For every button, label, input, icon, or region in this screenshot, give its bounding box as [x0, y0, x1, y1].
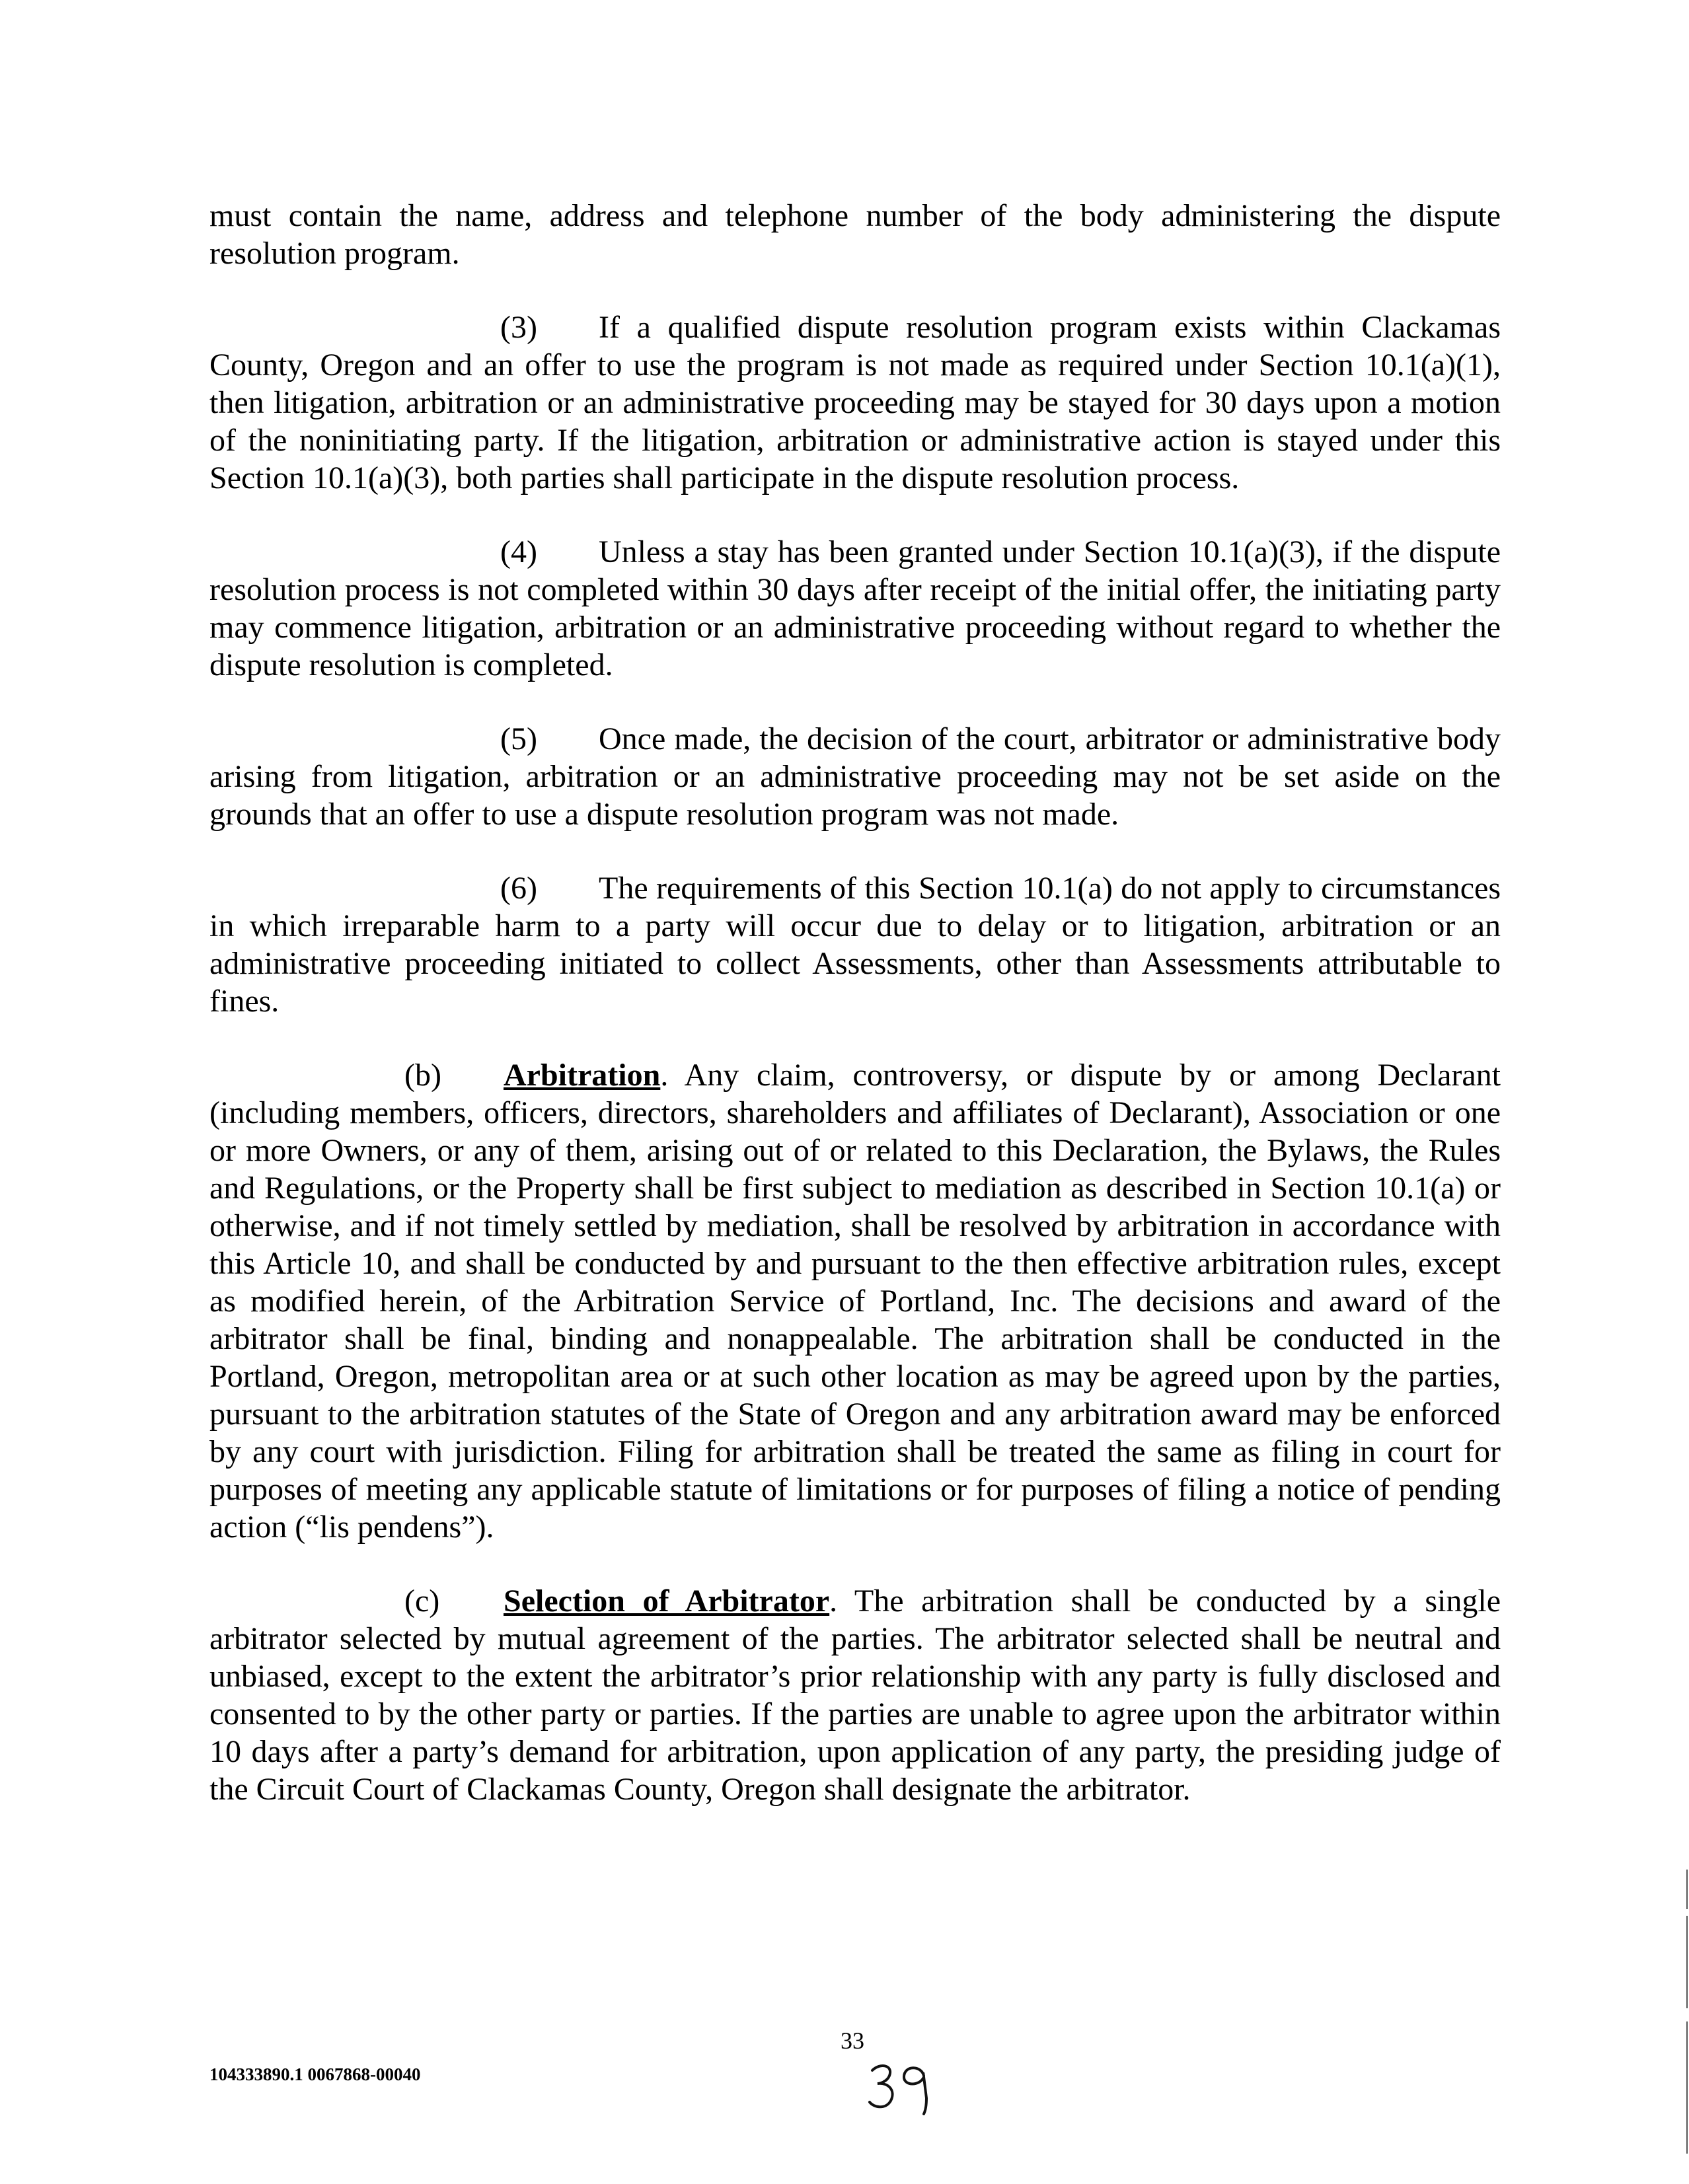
paragraph-b-arbitration [209, 1056, 1501, 1546]
paragraph-text: . Any claim, controversy, or dispute by or among Declarant (including members, officers, directors, shareholders and affiliates of Declarant), Association or one or more Owners, or any of them, arising out of or related to this Declaration, the Bylaws, the Rules and Regulations, or the Property shall be first subject to mediation as described in Section 10.1(a) or otherwise, and if not timely settled by mediation, shall be resolved by arbitration in accordance with this Article 10, and shall be conducted by and pursuant to the then effective arbitration rules, except as modified herein, of the Arbitration Service of Portland, Inc. The decisions and award of the arbitrator shall be final, binding and nonappealable. The arbitration shall be conducted in the Portland, Oregon, metropolitan area or at such other location as may be agreed upon by the parties, pursuant to the arbitration statutes of the State of Oregon and any arbitration award may be enforced by any court with jurisdiction. Filing for arbitration shall be treated the same as filing in court for purposes of meeting any applicable statute of limitations or for purposes of filing a notice of pending action (“lis pendens”). [209, 1058, 1501, 1545]
paragraph-text: If a qualified dispute resolution program exists within Clackamas County, Oregon and an offer to use the program is not made as required under Section 10.1(a)(1), then litigation, arbitration or an administrative proceeding may be stayed for 30 days upon a motion of the noninitiating party. If the litigation, arbitration or administrative action is stayed under this Section 10.1(a)(3), both parties shall participate in the dispute resolution process. [209, 310, 1501, 495]
paragraph-number: (4) [500, 534, 537, 569]
page-number: 33 [841, 2027, 864, 2054]
scan-edge-mark [1686, 1870, 1688, 1909]
paragraph-continuation [209, 197, 1501, 272]
scan-edge-mark [1686, 2021, 1688, 2154]
paragraph-6 [209, 869, 1501, 1020]
paragraph-text: must contain the name, address and telephone number of the body administering the dispute resolution program. [209, 198, 1501, 271]
paragraph-c-selection-of-arbitrator [209, 1582, 1501, 1808]
paragraph-letter: (b) [404, 1058, 441, 1093]
paragraph-4 [209, 533, 1501, 684]
paragraph-text: Unless a stay has been granted under Section 10.1(a)(3), if the dispute resolution process is not completed within 30 days after receipt of the initial offer, the initiating party may commence litigation, arbitration or an administrative proceeding without regard to whether the dispute resolution is completed. [209, 534, 1501, 682]
paragraph-number: (6) [500, 871, 537, 906]
paragraph-text: The requirements of this Section 10.1(a) do not apply to circumstances in which irreparable harm to a party will occur due to delay or to litigation, arbitration or an administrative proceeding initiated to collect Assessments, other than Assessments attributable to fines. [209, 871, 1501, 1019]
paragraph-letter: (c) [404, 1583, 440, 1619]
paragraph-3 [209, 309, 1501, 497]
handwritten-page-number [866, 2056, 938, 2115]
section-heading-selection-of-arbitrator: Selection of Arbitrator [504, 1583, 830, 1619]
paragraph-number: (3) [500, 310, 537, 345]
scan-edge-mark [1686, 1916, 1688, 2008]
paragraph-number: (5) [500, 721, 537, 756]
paragraph-text: Once made, the decision of the court, arbitrator or administrative body arising from litigation, arbitration or an administrative proceeding may not be set aside on the grounds that an offer to use a dispute resolution program was not made. [209, 721, 1501, 832]
paragraph-text: . The arbitration shall be conducted by a single arbitrator selected by mutual agreement of the parties. The arbitrator selected shall be neutral and unbiased, except to the extent the arbitrator’s prior relationship with any party is fully disclosed and consented to by the other party or parties. If the parties are unable to agree upon the arbitrator within 10 days after a party’s demand for arbitration, upon application of any party, the presiding judge of the Circuit Court of Clackamas County, Oregon shall designate the arbitrator. [209, 1583, 1501, 1807]
section-heading-arbitration: Arbitration [504, 1058, 661, 1093]
document-body [209, 197, 1501, 1844]
paragraph-5 [209, 720, 1501, 833]
document-id: 104333890.1 0067868-00040 [209, 2064, 421, 2084]
